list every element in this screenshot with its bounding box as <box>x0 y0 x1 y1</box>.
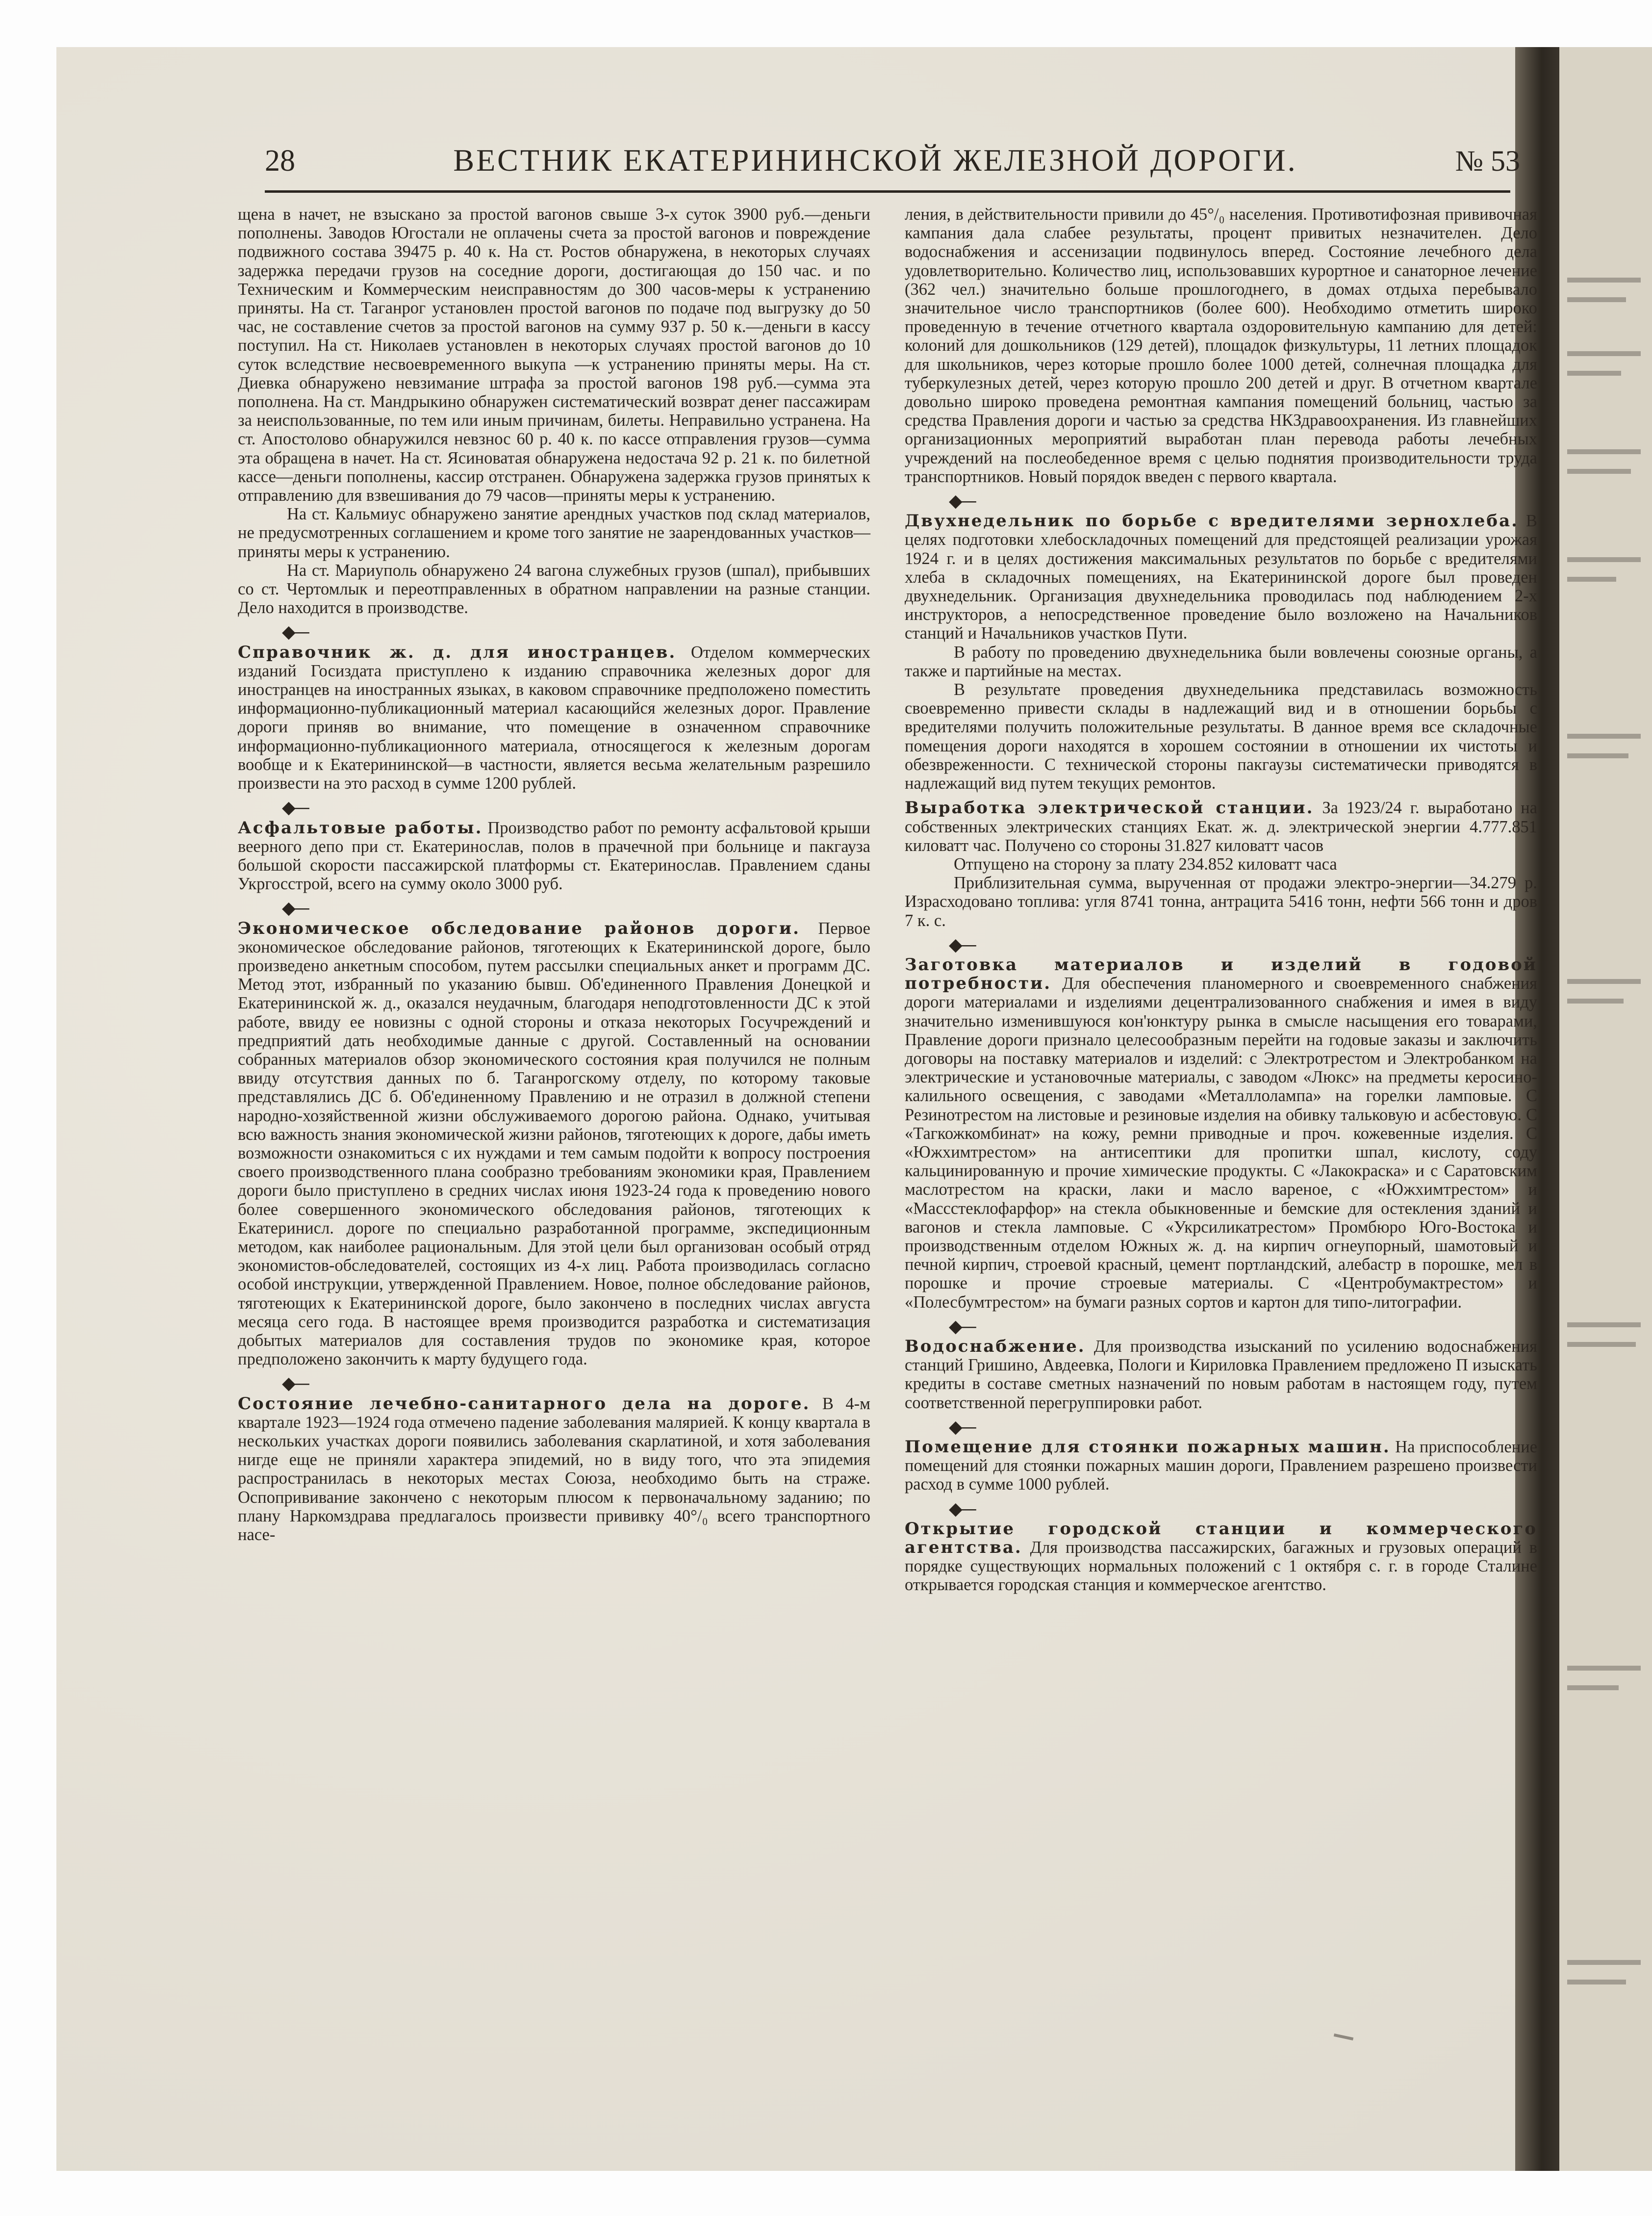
newspaper-title: ВЕСТНИК ЕКАТЕРИНИНСКОЙ ЖЕЛЕЗНОЙ ДОРОГИ. <box>453 143 1297 178</box>
adjacent-text-line <box>1567 979 1641 984</box>
section-heading: Заготовка материалов и изделий в годовой потребности. <box>905 954 1537 994</box>
section-text: В целях подготовки хлебоскладочных помещений для предстоящей реализации урожая 1924 г. и в целях достижения максимальных результатов по борьбе с вредителями хлеба в складочных помещениях, на Екатерининской дороге был проведен двухнедельник. Организация двухнедельника проводилась под наблюдением 2-х инструкторов, а непосредственное проведение было возложено на Начальников станций и Начальников участков Пути. <box>905 512 1537 643</box>
adjacent-text-line <box>1567 1960 1641 1965</box>
article-paragraph: В работу по проведению двухнедельника были вовлечены союзные органы, а также и партийные на местах. <box>905 643 1537 680</box>
section-marker-icon: ◆— <box>282 798 307 818</box>
article-paragraph: щена в начет, не взыскано за простой вагонов свыше 3-х суток 3900 руб.—деньги пополнены. Заводов Югостали не оплачены счета за простой вагонов и повреждение подвижного состава 39475 р. 40 к. На ст. Ростов обнаружена, в некоторых случаях задержка передачи грузов на соседние дороги, достигающая до 150 час. и по Техническим и Коммерческим неисправностям до 300 часов-меры к устранению приняты. На ст. Таганрог установлен простой вагонов по подаче под выгрузку до 50 час, не составление счетов за простой вагонов на сумму 937 р. 50 к.—деньги в кассу поступил. На ст. Николаев установлен в некоторых случаях простой вагонов до 10 суток вследствие несвоевременного выкупа —к устранению приняты меры. На ст. Диевка обнаружено невзимание штрафа за простой вагонов 198 руб.—сумма эта пополнена. На ст. Мандрыкино обнаружен систематический возврат денег пассажирам за неиспользованные, по тем или иным причинам, билеты. Неправильно устранена. На ст. Апостолово обнаружился невзнос 60 р. 40 к. по кассе отправления грузов—сумма эта обращена в начет. На ст. Ясиноватая обнаружена недостача 92 р. 21 к. по билетной кассе—деньги пополнены, кассир отстранен. Обнаружена задержка грузов принятых к отправлению для взвешивания до 79 часов—приняты меры к устранению. <box>238 205 870 505</box>
adjacent-text-line <box>1567 469 1631 474</box>
issue-number: № 53 <box>1455 145 1520 177</box>
section-economic-survey <box>238 899 870 919</box>
section-heading: Справочник ж. д. для иностранцев. <box>238 642 677 662</box>
adjacent-text-line <box>1567 449 1641 454</box>
section-marker-icon: ◆— <box>282 622 307 643</box>
section-text: Первое экономическое обследование районов, тяготеющих к Екатерининской дороге, было произведено анкетным способом, путем рассылки специальных анкет и программ ДС. Метод этот, избранный по указанию бывш. Об'единенного Правления Донецкой и Екатерининской ж. д., оказался неудачным, благодаря неподготовленности ДС к этой работе, ввиду ее новизны с одной стороны и отказа некоторых Госучреждений и предприятий дать необходимые данные с другой. Составленный на основании собранных материалов обзор экономического состояния края получился не полным ввиду отсутствия данных по б. Таганрогскому отделу, по которому таковые представлялись ДС б. Об'единенному Правлению и не отразил в должной степени народно-хозяйственной жизни обслуживаемого дорогою района. Однако, учитывая всю важность знания экономической жизни районов, тяготеющих к дороге, дабы иметь возможности ознакомиться с их нуждами и тем самым подойти к вопросу построения своего производственного плана сообразно требованиям экономики края, Правлением дороги было приступлено в средних числах июня 1923-24 года к проведению нового более совершенного экономического обследования районов, тяготеющих к Екатеринисл. дороге по специально разработанной программе, экспедиционным методом, как наиболее рациональным. Для этой цели был организован особый отряд экономистов-обследователей, состоящих из 4-х лиц. Работа производилась согласно особой инструкции, утвержденной Правлением. Новое, полное обследование районов, тяготеющих к Екатерининской дороге, было закончено в последних числах августа месяца сего года. В настоящее время производится разработка и систематизация добытых материалов для составления трудов по экономике края, которое предположено закончить к марту будущего года. <box>238 919 870 1369</box>
section-asphalt-works <box>238 799 870 818</box>
article-paragraph: В результате проведения двухнедельника представилась возможность своевременно привести склады в надлежащий вид и в отношении борьбы с вредителями получить положительные результаты. В данное время все складочные помещения дороги находятся в хорошем состоянии в отношении их чистоты и обезвреженности. С технической стороны пакгаузы систематически приводятся в надлежащий вид путем текущих ремонтов. <box>905 680 1537 793</box>
section-heading: Экономическое обследование районов дороги. <box>238 918 800 938</box>
article-paragraph: На ст. Кальмиус обнаружено занятие арендных участков под склад материалов, не предусмотренных соглашением и кроме того занятие не заарендованных участков—приняты меры к устранению. <box>238 505 870 561</box>
section-heading: Состояние лечебно-санитарного дела на дороге. <box>238 1393 811 1414</box>
article-paragraph: Приблизительная сумма, вырученная от продажи электро-энергии—34.279 р. Израсходовано топлива: угля 8741 тонна, антрацита 5416 тонн, нефти 566 тонн и дров 7 к. с. <box>905 874 1537 930</box>
adjacent-text-line <box>1567 1322 1641 1327</box>
section-materials-procurement <box>905 936 1537 955</box>
section-marker-icon: ◆— <box>949 934 974 955</box>
section-text: Для производства пассажирских, багажных и грузовых операций в порядке существующих нормальных положений с 1 октября с. г. в городе Сталине открывается городская станция и коммерческое агентство. <box>905 1538 1537 1595</box>
section-text: Отделом коммерческих изданий Госиздата приступлено к изданию справочника железных дорог для иностранцев на иностранных языках, в каковом справочнике предположено поместить информационно-публикационный материал касающийся железных дорог. Правление дороги приняв во внимание, что помещение в означенном справочнике информационно-публикационного материала, относящегося к железным дорогам вообще и к Екатерининской—в частности, является весьма желательным разрешило произвести на это расход в сумме 1200 рублей. <box>238 643 871 793</box>
section-fire-engines <box>905 1418 1537 1438</box>
section-heading: Помещение для стоянки пожарных машин. <box>905 1437 1391 1457</box>
section-text: В 4-м квартале 1923—1924 года отмечено падение заболевания малярией. К концу квартала в нескольких участках дороги появились заболевания скарлатиной, и хотя заболевания нигде еще не приняли характера эпидемий, но в виду того, что эта эпидемия распространилась в некоторых местах Союза, необходимо быть на страже. Оспопрививание закончено с некоторым плюсом к первоначальному заданию; по плану Наркомздрава предлагалось произвести прививку 40°/₀ всего транспортного насе- <box>238 1394 870 1545</box>
section-marker-icon: ◆— <box>949 491 974 512</box>
section-text: На приспособление помещений для стоянки пожарных машин дороги, Правлением разрешено произвести расход в сумме 1000 рублей. <box>905 1438 1538 1494</box>
section-text: За 1923/24 г. выработано на собственных электрических станциях Екат. ж. д. электрической энергии 4.777.851 киловатт час. Получено со стороны 31.827 киловатт часов <box>905 799 1538 855</box>
section-marker-icon: ◆— <box>282 1373 307 1394</box>
right-column <box>905 205 1537 1595</box>
section-heading: Выработка электрической станции. <box>905 798 1314 818</box>
left-column <box>238 205 870 1544</box>
page-number: 28 <box>265 144 295 178</box>
section-heading: Водоснабжение. <box>905 1336 1086 1356</box>
section-marker-icon: ◆— <box>282 898 307 919</box>
adjacent-text-line <box>1567 557 1641 562</box>
adjacent-text-line <box>1567 297 1626 302</box>
adjacent-text-line <box>1567 1685 1619 1690</box>
adjacent-text-line <box>1567 351 1641 356</box>
article-paragraph: ления, в действительности привили до 45°/₀ населения. Противотифозная прививочная кампания дала слабее результаты, процент привитых незначителен. Дело водоснабжения и ассенизации подвинулось вперед. Состояние лечебного дела удовлетворительно. Количество лиц, использовавших курортное и санаторное лечение (362 чел.) значительно больше прошлогоднего, в домах отдыха перебывало значительное число транспортников (более 600). Необходимо отметить широко проведенную в течение отчетного квартала оздоровительную кампанию для детей: колоний для дошкольников (129 детей), площадок физкультуры, 11 летних площадок для школьников, через которые прошло более 1000 детей, солнечная площадка для туберкулезных детей, через которую прошло 200 детей и друг. В отчетном квартале довольно широко проведена ремонтная кампания помещений больниц, частью за средства Правления дороги и частью за средства НКЗдравоохранения. Из главнейших организационных мероприятий выработан план перевода работы лечебных учреждений на послеобеденное время с целью поднятия производительности труда транспортников. Новый порядок введен с первого квартала. <box>905 205 1537 486</box>
adjacent-text-line <box>1567 1666 1641 1671</box>
section-marker-icon: ◆— <box>949 1498 974 1519</box>
adjacent-page-edge <box>1559 47 1652 2171</box>
section-text: Производство работ по ремонту асфальтовой крыши веерного депо при ст. Екатеринослав, полов в прачечной при больнице и пакгауза большой скорости пассажирской платформы ст. Екатеринослав. Правлением сданы Укргосстрой, всего на сумму около 3000 руб. <box>238 818 871 894</box>
section-text: Для производства изысканий по усилению водоснабжения станций Гришино, Авдеевка, Пологи и Кириловка Правлением предложено П изыскать кредиты в составе сметных назначений по новым работам в настоящем году, путем соответственной перегруппировки работ. <box>905 1337 1537 1412</box>
adjacent-text-line <box>1567 577 1616 582</box>
section-marker-icon: ◆— <box>949 1417 974 1437</box>
section-water-supply <box>905 1317 1537 1337</box>
section-text: Для обеспечения планомерного и своевременного снабжения дороги материалами и изделиями децентрализованного снабжения и имея в виду значительно изменившуюся кон'юнктуру рынка в смысле насыщения его товарами, Правление дороги признало целесообразным перейти на годовые заказы и заключить договоры на поставку материалов и изделий: с Электротрестом и Электробанком на электрические и установочные материалы, с заводом «Люкс» на предметы керосино-калильного освещения, с заводами «Металлолампа» на горелки ламповые. С Резинотрестом на листовые и резиновые изделия на обивку тальковую и асбестовую. С «Тагкожкомбинат» на кожу, ремни приводные и проч. кожевенные изделия. С «Южхимтрестом» на антисептики для пропитки шпал, кислоту, соду кальцинированную и прочие химические продукты. С «Лакокраска» и с Саратовским маслотрестом на краски, лаки и масло вареное, с «Южхимтрестом» и «Массстеклофарфор» на стекла обыкновенные и бемские для остекления зданий и вагонов и стекла ламповые. С «Укрсиликатрестом» Промбюро Юго-Востока и производственным отделом Южных ж. д. на кирпич огнеупорный, шамотовый и печной кирпич, строевой красный, цемент портландский, алебастр в порошке, мел в порошке и прочие строевые материалы. С «Центробумактрестом» и «Полесбумтрестом» на бумаги разных сортов и картон для типо-литографии. <box>905 974 1537 1312</box>
adjacent-text-line <box>1567 753 1628 758</box>
article-paragraph: Отпущено на сторону за плату 234.852 киловатт часа <box>954 854 1337 874</box>
section-city-station <box>905 1500 1537 1520</box>
adjacent-text-line <box>1567 1980 1626 1984</box>
article-paragraph: На ст. Мариуполь обнаружено 24 вагона служебных грузов (шпал), прибывших со ст. Чертомлык и переотправленных в обратном направлении на разные станции. Дело находится в производстве. <box>238 561 870 618</box>
section-medical-sanitary <box>238 1374 870 1394</box>
page-header <box>265 142 1520 186</box>
adjacent-text-line <box>1567 371 1621 376</box>
adjacent-text-line <box>1567 999 1624 1004</box>
section-reference-book <box>238 623 870 643</box>
section-pest-control <box>905 492 1537 512</box>
adjacent-text-line <box>1567 278 1641 283</box>
section-heading: Двухнедельник по борьбе с вредителями зернохлеба. <box>905 511 1519 531</box>
adjacent-text-line <box>1567 1342 1636 1347</box>
section-heading: Открытие городской станции и коммерческого агентства. <box>905 1519 1537 1558</box>
adjacent-text-line <box>1567 734 1641 739</box>
section-marker-icon: ◆— <box>949 1316 974 1337</box>
section-heading: Асфальтовые работы. <box>238 818 483 838</box>
header-rule <box>265 190 1510 193</box>
